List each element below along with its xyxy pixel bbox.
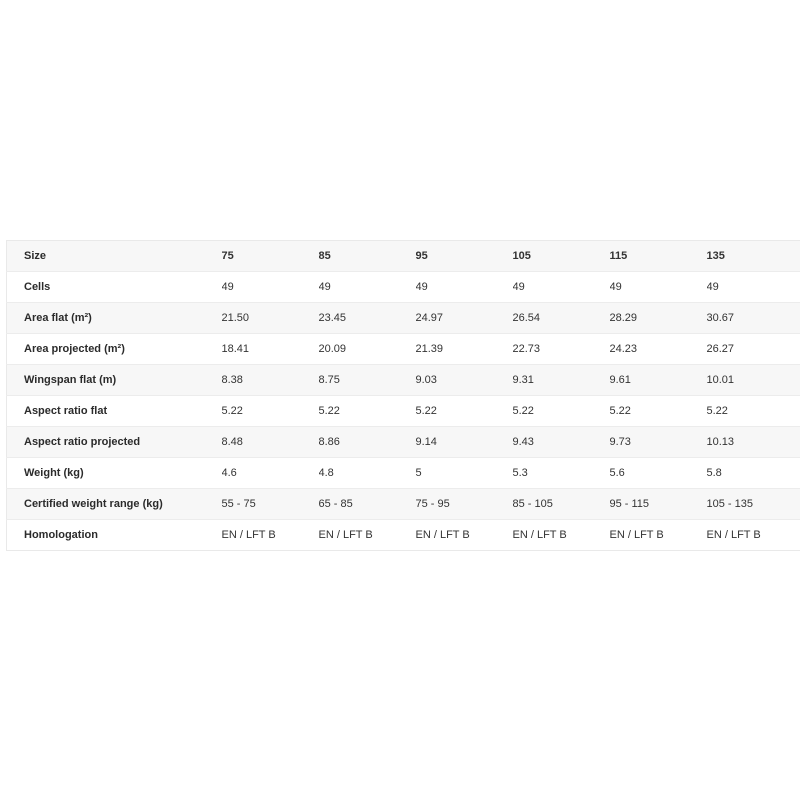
table-cell: 24.97	[416, 303, 513, 334]
table-row	[7, 458, 800, 489]
row-label: Wingspan flat (m)	[7, 365, 222, 396]
table-cell: 5.3	[513, 458, 610, 489]
specifications-table-body	[7, 241, 800, 551]
table-cell: 49	[416, 272, 513, 303]
table-row	[7, 334, 800, 365]
size-header-cell: 75	[222, 241, 319, 272]
table-cell: 4.6	[222, 458, 319, 489]
table-cell: 28.29	[610, 303, 707, 334]
table-cell: 49	[610, 272, 707, 303]
row-label: Size	[7, 241, 222, 272]
table-cell: 9.43	[513, 427, 610, 458]
table-cell: 5.6	[610, 458, 707, 489]
size-header-cell: 85	[319, 241, 416, 272]
table-cell: 9.03	[416, 365, 513, 396]
table-cell: 5.22	[416, 396, 513, 427]
table-cell: EN / LFT B	[319, 520, 416, 551]
table-cell: 5.22	[707, 396, 800, 427]
table-cell: 9.61	[610, 365, 707, 396]
row-label: Homologation	[7, 520, 222, 551]
table-cell: EN / LFT B	[416, 520, 513, 551]
row-label: Certified weight range (kg)	[7, 489, 222, 520]
table-cell: EN / LFT B	[707, 520, 800, 551]
table-cell: 8.75	[319, 365, 416, 396]
table-cell: 75 - 95	[416, 489, 513, 520]
row-label: Weight (kg)	[7, 458, 222, 489]
table-cell: 9.14	[416, 427, 513, 458]
table-cell: 105 - 135	[707, 489, 800, 520]
table-header-row	[7, 241, 800, 272]
table-cell: 4.8	[319, 458, 416, 489]
table-cell: 5	[416, 458, 513, 489]
table-cell: 18.41	[222, 334, 319, 365]
table-cell: 21.39	[416, 334, 513, 365]
table-cell: 49	[222, 272, 319, 303]
table-row	[7, 427, 800, 458]
row-label: Area projected (m²)	[7, 334, 222, 365]
table-cell: 21.50	[222, 303, 319, 334]
table-cell: 9.31	[513, 365, 610, 396]
table-cell: 49	[513, 272, 610, 303]
table-cell: 49	[707, 272, 800, 303]
specifications-table	[6, 240, 800, 551]
row-label: Area flat (m²)	[7, 303, 222, 334]
table-cell: EN / LFT B	[610, 520, 707, 551]
table-row	[7, 520, 800, 551]
table-cell: 10.13	[707, 427, 800, 458]
table-cell: 20.09	[319, 334, 416, 365]
table-cell: 26.54	[513, 303, 610, 334]
row-label: Cells	[7, 272, 222, 303]
table-cell: 65 - 85	[319, 489, 416, 520]
table-cell: 10.01	[707, 365, 800, 396]
size-header-cell: 135	[707, 241, 800, 272]
table-cell: 9.73	[610, 427, 707, 458]
table-cell: 5.22	[222, 396, 319, 427]
table-cell: 24.23	[610, 334, 707, 365]
table-cell: EN / LFT B	[222, 520, 319, 551]
table-row	[7, 303, 800, 334]
table-cell: 5.8	[707, 458, 800, 489]
table-cell: 22.73	[513, 334, 610, 365]
table-cell: 8.48	[222, 427, 319, 458]
table-cell: 23.45	[319, 303, 416, 334]
table-cell: 30.67	[707, 303, 800, 334]
row-label: Aspect ratio flat	[7, 396, 222, 427]
table-cell: 8.38	[222, 365, 319, 396]
table-cell: 5.22	[513, 396, 610, 427]
table-row	[7, 396, 800, 427]
size-header-cell: 115	[610, 241, 707, 272]
size-header-cell: 95	[416, 241, 513, 272]
table-cell: 49	[319, 272, 416, 303]
table-row	[7, 272, 800, 303]
table-cell: 95 - 115	[610, 489, 707, 520]
row-label: Aspect ratio projected	[7, 427, 222, 458]
table-cell: EN / LFT B	[513, 520, 610, 551]
table-cell: 8.86	[319, 427, 416, 458]
table-cell: 85 - 105	[513, 489, 610, 520]
table-row	[7, 489, 800, 520]
table-cell: 5.22	[319, 396, 416, 427]
table-cell: 5.22	[610, 396, 707, 427]
size-header-cell: 105	[513, 241, 610, 272]
table-cell: 55 - 75	[222, 489, 319, 520]
table-row	[7, 365, 800, 396]
table-cell: 26.27	[707, 334, 800, 365]
